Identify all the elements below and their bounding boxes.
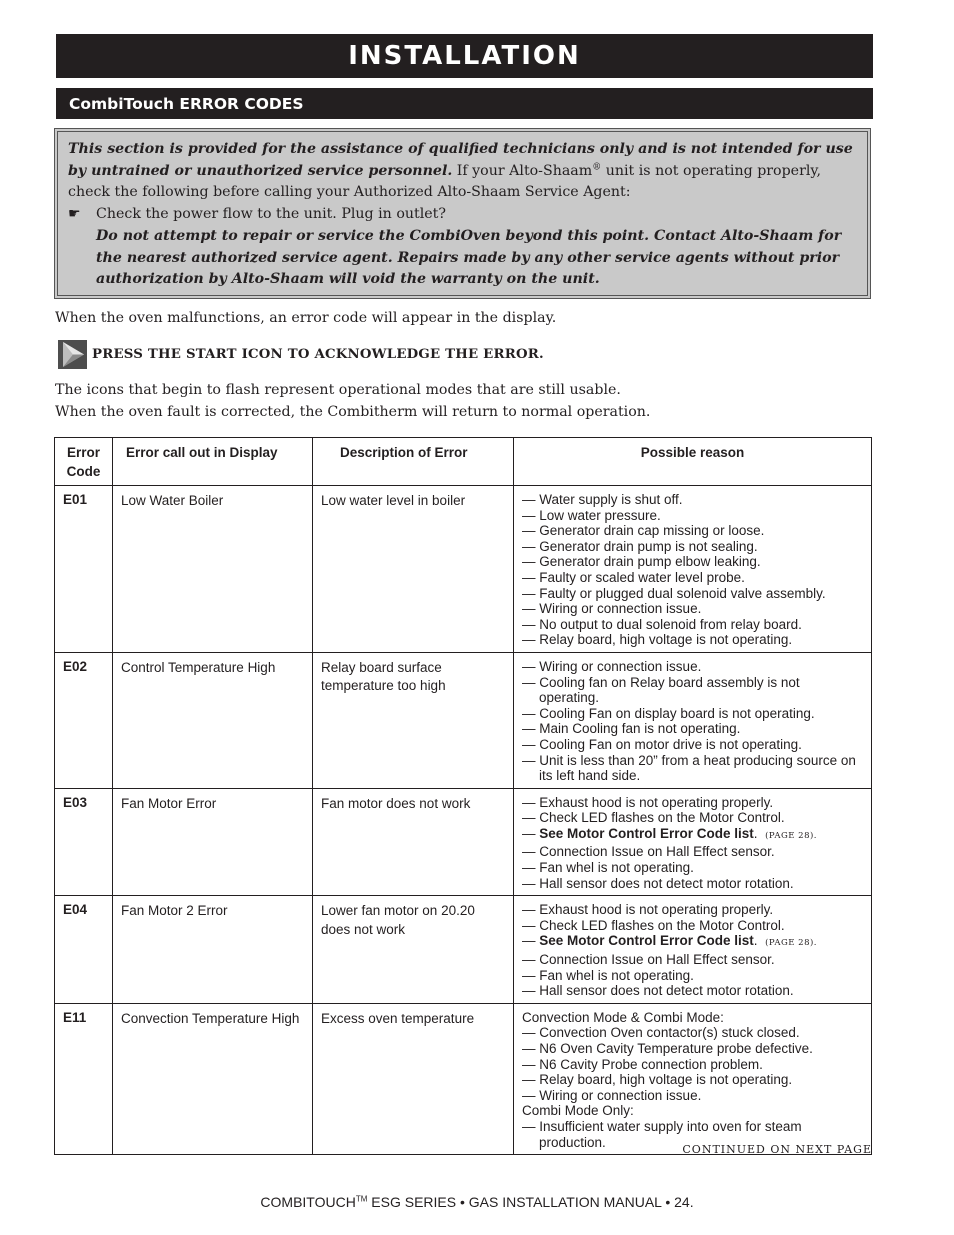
error-code: E03 [55,788,113,896]
reason-reference [522,826,863,845]
reason-item: — Connection Issue on Hall Effect sensor. [522,952,775,968]
subsection-title: CombiTouch ERROR CODES [69,94,304,113]
reason-item: — Check LED flashes on the Motor Control. [522,917,785,933]
reference-dash: — [522,825,540,841]
table-row [55,652,872,788]
possible-reasons [514,788,872,896]
table-row [55,486,872,653]
technician-notice-box [54,128,871,299]
footer-rest: ESG SERIES • GAS INSTALLATION MANUAL • 24. [367,1194,694,1210]
trademark-mark: TM [355,1194,368,1204]
section-title-banner [56,34,873,78]
error-description: Low water level in boiler [313,486,514,653]
malfunction-paragraph: When the oven malfunctions, an error code will appear in the display. [55,310,557,326]
reason-item: — Faulty or plugged dual solenoid valve assembly. [522,585,826,601]
reference-dash: — [522,933,540,949]
reason-item: — Fan whel is not operating. [522,860,694,876]
table-row [55,1003,872,1154]
reason-item: — Low water pressure. [522,507,661,523]
error-code: E01 [55,486,113,653]
reason-item: — Check LED flashes on the Motor Control. [522,810,785,826]
registered-mark: ® [592,161,602,172]
notice-bullet [68,204,858,291]
reason-item: — N6 Oven Cavity Temperature probe defective. [522,1041,813,1056]
start-play-icon [58,340,87,369]
mode-heading: Combi Mode Only: [522,1103,634,1119]
error-description: Excess oven temperature [313,1003,514,1154]
corrected-paragraph: When the oven fault is corrected, the Combitherm will return to normal operation. [55,404,651,420]
possible-reasons [514,652,872,788]
reason-item: — Fan whel is not operating. [522,967,694,983]
table-row [55,788,872,896]
reason-item: — Generator drain cap missing or loose. [522,523,765,539]
footer-brand: COMBITOUCH [260,1194,356,1210]
motor-control-error-code-link[interactable]: See Motor Control Error Code list [539,825,754,841]
reason-item: — Connection Issue on Hall Effect sensor. [522,844,775,860]
error-callout: Low Water Boiler [113,486,313,653]
error-callout: Convection Temperature High [113,1003,313,1154]
page-reference: (PAGE 28). [765,830,818,841]
reason-item: — Main Cooling fan is not operating. [522,721,741,737]
subsection-title-bar [56,88,873,119]
header-callout: Error call out in Display [113,438,313,486]
section-title: INSTALLATION [348,41,581,71]
notice-warning: Do not attempt to repair or service the CombiOven beyond this point. Contact Alto-Shaam for the nearest authorized service agent. Repairs made by any other service agents without prior authorization by Alto-Shaam will void the warranty on the unit. [96,227,842,288]
error-code: E11 [55,1003,113,1154]
pointing-hand-icon: ☛ [68,206,81,223]
notice-intro [68,139,858,204]
table-row [55,896,872,1004]
error-codes-table [54,437,872,1155]
header-error-code: Error Code [55,438,113,486]
reference-period: . [753,933,758,949]
notice-intro-rest-2: unit is not operating properly, check the following before calling your Authorized Alto-Shaam Service Agent: [68,162,822,201]
error-description: Lower fan motor on 20.20 does not work [313,896,514,1004]
error-code: E04 [55,896,113,1004]
error-callout: Fan Motor 2 Error [113,896,313,1004]
reason-item: — Wiring or connection issue. [522,658,702,674]
possible-reasons [514,1003,872,1154]
page-footer [0,1194,954,1210]
notice-bullet-text: Check the power flow to the unit. Plug in outlet? [96,206,446,223]
reason-item: — Cooling Fan on motor drive is not operating. [522,736,802,752]
reason-item: — Generator drain pump is not sealing. [522,538,758,554]
press-start-text: PRESS THE START ICON TO ACKNOWLEDGE THE ERROR. [92,347,544,362]
possible-reasons [514,896,872,1004]
error-callout: Fan Motor Error [113,788,313,896]
notice-intro-rest-1: If your Alto-Shaam [452,162,593,179]
reason-item: — Water supply is shut off. [522,492,683,507]
reason-item: — Insufficient water supply into oven for steam production. [522,1118,802,1150]
flash-paragraph: The icons that begin to flash represent operational modes that are still usable. [55,382,621,398]
header-description: Description of Error [313,438,514,486]
page-reference: (PAGE 28). [765,938,818,949]
reason-item: — Relay board, high voltage is not operating. [522,1072,793,1088]
reason-item: — Faulty or scaled water level probe. [522,569,745,585]
error-description: Fan motor does not work [313,788,514,896]
press-start-instruction [58,340,544,369]
possible-reasons [514,486,872,653]
error-description: Relay board surface temperature too high [313,652,514,788]
reason-item: — Wiring or connection issue. [522,601,702,617]
reason-item: — Generator drain pump elbow leaking. [522,554,761,570]
reason-item: — Unit is less than 20” from a heat producing source on its left hand side. [522,752,856,784]
notice-intro-emphasis: This section is provided for the assistance of qualified technicians only and is not intended for use by untrained or unauthorized service personnel. [68,141,853,179]
motor-control-error-code-link[interactable]: See Motor Control Error Code list [539,933,754,949]
error-callout: Control Temperature High [113,652,313,788]
reason-item: — Hall sensor does not detect motor rotation. [522,983,794,999]
reason-item: — Convection Oven contactor(s) stuck closed. [522,1025,800,1041]
reason-item: — Relay board, high voltage is not operating. [522,632,793,648]
reason-item: — Hall sensor does not detect motor rotation. [522,875,794,891]
reference-period: . [753,825,758,841]
reason-item: — N6 Cavity Probe connection problem. [522,1056,763,1072]
reason-item: — No output to dual solenoid from relay board. [522,616,802,632]
mode-heading: Convection Mode & Combi Mode: [522,1009,724,1025]
continued-note: CONTINUED ON NEXT PAGE [682,1143,872,1156]
table-header-row [55,438,872,486]
reason-item: — Wiring or connection issue. [522,1087,702,1103]
reason-item: — Exhaust hood is not operating properly. [522,794,774,810]
reason-item: — Exhaust hood is not operating properly. [522,902,774,918]
reason-item: — Cooling Fan on display board is not operating. [522,705,815,721]
header-possible-reason: Possible reason [514,438,872,486]
reason-reference [522,933,863,952]
reason-item: — Cooling fan on Relay board assembly is not operating. [522,674,800,706]
error-code: E02 [55,652,113,788]
